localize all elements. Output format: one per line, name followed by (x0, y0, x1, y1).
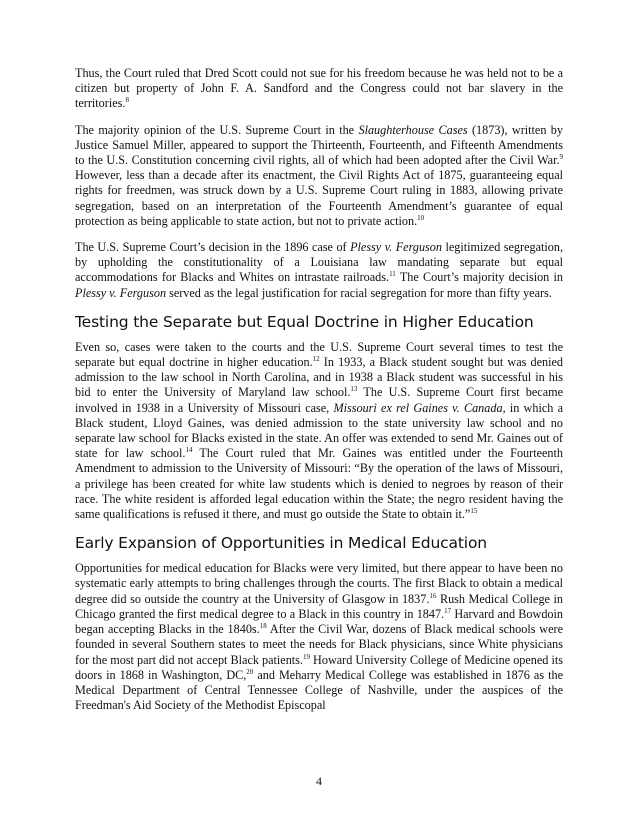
footnote-ref: 14 (185, 446, 193, 455)
text-run: In 1933, a Black student sought but was denied admission to the law school in North Carolina, and in 1938 a Black student was successful in his bid to enter the University of Maryland law school. (75, 355, 563, 400)
footnote-ref: 9 (559, 153, 563, 162)
case-name-italic: Plessy v. Ferguson (75, 285, 167, 300)
footnote-ref: 11 (389, 270, 396, 279)
footnote-ref: 19 (302, 652, 310, 661)
footnote-ref: 13 (350, 385, 358, 394)
paragraph-plessy (75, 240, 563, 301)
footnote-ref: 18 (259, 622, 267, 631)
footnote-ref: 16 (429, 591, 437, 600)
text-run: After the Civil War, dozens of Black medical schools were founded in several Southern states to meet the needs for Black physicians, since White physicians for the most part did not accept Black patients. (75, 622, 563, 667)
footnote-ref: 17 (444, 606, 452, 615)
document-page (75, 66, 563, 724)
footnote-ref: 8 (125, 96, 129, 105)
page-number: 4 (316, 774, 322, 788)
text-run: The U.S. Supreme Court’s decision in the 1896 case of (75, 240, 351, 255)
case-name-italic: Missouri ex rel Gaines v. Canada (333, 400, 503, 415)
text-run: Even so, cases were taken to the courts and the U.S. Supreme Court several times to test the separate but equal doctrine in higher education. (75, 339, 563, 370)
footnote-ref: 15 (470, 507, 478, 516)
text-run: The Court ruled that Mr. Gaines was entitled under the Fourteenth Amendment to admission to the University of Missouri: “By the operation of the laws of Missouri, a privilege has been created for white law students which is denied to negroes by reason of their race. The white resident is afforded legal education within the State; the negro resident having the same qualifications is refused it there, and must go outside the State to obtain it.” (75, 446, 563, 522)
text-run: served as the legal justification for racial segregation for more than fifty years. (166, 285, 552, 300)
case-name-italic: Plessy v. Ferguson (350, 240, 442, 255)
section-heading-medical-education: Early Expansion of Opportunities in Medical Education (75, 534, 487, 553)
text-run: Rush Medical College in Chicago granted the first medical degree to a Black in this country in 1847. (75, 591, 563, 621)
footnote-ref: 10 (417, 213, 425, 222)
paragraph-dred-scott (75, 66, 563, 112)
text-run: legitimized segregation, by upholding the constitutionality of a Louisiana law mandating separate but equal accommodations for Blacks and Whites on intrastate railroads. (75, 240, 563, 285)
text-run: Opportunities for medical education for Blacks were very limited, but there appear to have been no systematic early attempts to bring challenges through the courts. The first Black to obtain a medical degree did so outside the country at the University of Glasgow in 1837. (75, 561, 563, 606)
text-run: Howard University College of Medicine opened its doors in 1868 in Washington, DC, (75, 652, 563, 682)
text-run: , in which a Black student, Lloyd Gaines, was denied admission to the state university law school and no separate law school for Blacks existed in the state. An offer was extended to send Mr. Gaines out of state for law school. (75, 400, 563, 461)
text-run: and Meharry Medical College was established in 1876 as the Medical Department of Central Tennessee College of Nashville, under the auspices of the Freedman's Aid Society of the Methodist Episcopal (75, 667, 563, 713)
text-run: However, less than a decade after its enactment, the Civil Rights Act of 1875, guaranteeing equal rights for freedmen, was struck down by a U.S. Supreme Court ruling in 1883, allowing private segregation, based on an interpretation of the Fourteenth Amendment’s guarantee of equal protection as being applicable to state action, but not to private action. (75, 168, 563, 228)
text-run: The U.S. Supreme Court first became involved in 1938 in a University of Missouri case, (75, 385, 564, 415)
text-run: Harvard and Bowdoin began accepting Blacks in the 1840s. (75, 606, 563, 637)
paragraph-slaughterhouse (75, 123, 563, 229)
paragraph-gaines (75, 340, 563, 522)
case-name-italic: Slaughterhouse Cases (358, 122, 468, 137)
text-run: Thus, the Court ruled that Dred Scott could not sue for his freedom because he was held not to be a citizen but property of John F. A. Sandford and the Congress could not bar slavery in the territories. (75, 66, 563, 111)
section-heading-separate-but-equal: Testing the Separate but Equal Doctrine in Higher Education (75, 312, 534, 331)
text-run: (1873), written by Justice Samuel Miller, appeared to support the Thirteenth, Fourteenth, and Fifteenth Amendments to the U.S. Constitution concerning civil rights, all of which had been adopted after the Civil War. (75, 122, 563, 168)
footnote-ref: 12 (312, 355, 320, 364)
footnote-ref: 20 (246, 667, 254, 676)
text-run: The Court’s majority decision in (395, 270, 563, 285)
text-run: The majority opinion of the U.S. Supreme Court in the (75, 122, 359, 137)
paragraph-medical-opportunities (75, 561, 563, 713)
